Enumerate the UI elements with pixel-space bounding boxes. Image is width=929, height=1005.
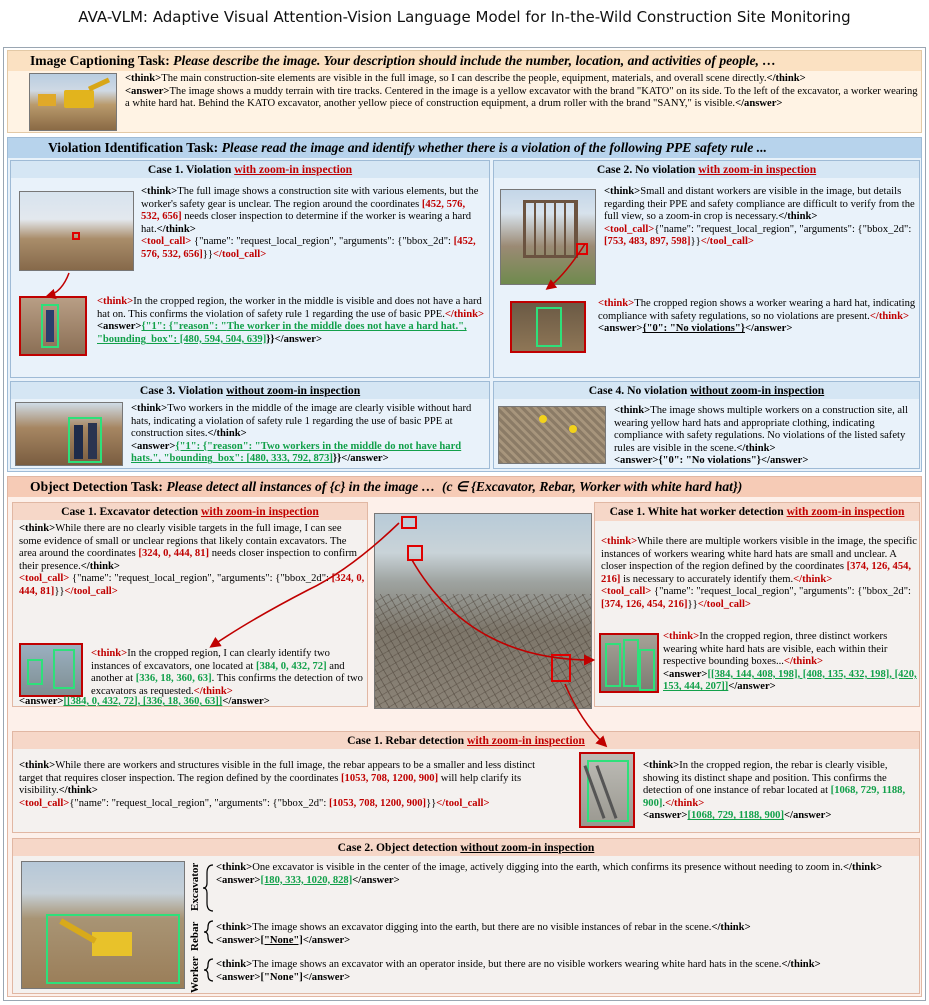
hat-region-box [407,545,423,561]
violation-prompt: Please read the image and identify whether there is a violation of the following PPE safety rule ... [221,140,767,155]
think-text: While there are multiple workers visible in the image, the specific instances of workers wearing white hard hats are small and unclear. A closer inspection of the region defined by the coordinates [601,536,917,573]
tool-call-text: }} [54,585,65,597]
worker-shape [74,425,83,459]
answer-tag: <answer> [216,934,261,946]
tool-call-tag: <tool_call> [19,797,70,809]
tool-call-text: }} [687,598,698,610]
rebar-region-box [551,654,571,682]
rebar-case-title [13,732,919,749]
violation-case2-think1 [604,186,916,249]
answer-tag: <answer> [216,971,261,983]
hat-think1 [601,536,917,612]
think-text: One excavator is visible in the center of the image, actively digging into the earth, which confirms its presence without needing to zoom in. [252,862,843,873]
nozoom-case-title [13,839,919,856]
coord-text: [324, 0, 444, 81] [138,548,210,560]
captioning-section [7,50,922,133]
excavator-think2 [91,648,365,698]
violation-case1-title [11,161,489,178]
think-tag: <think> [598,298,635,309]
violation-label: Violation Identification Task: [48,140,219,155]
think-tag: <think> [97,296,134,307]
coord-text: [1053, 708, 1200, 900] [328,797,427,809]
think-close-tag: </think> [58,785,98,797]
think-tag: <think> [216,959,253,970]
tool-call-text: }} [202,248,213,260]
think-tag: <think> [125,73,162,84]
tool-call-close-tag: </tool_call> [212,248,267,260]
captioning-prompt: Please describe the image. Your description should include the number, location, and activities of people, … [173,53,776,68]
answer-tag: <answer> [125,85,170,97]
think-tag: <think> [216,862,253,873]
think-tag: <think> [614,405,651,416]
answer-text: {"0": "No violations"} [642,323,745,335]
excavator-crop [19,643,83,697]
excavator-case [12,502,368,707]
think-close-tag: </think> [783,656,824,668]
violation-case2-crop [510,301,586,353]
violation-section [7,137,922,472]
coord-text: [336, 18, 360, 63] [135,673,212,685]
answer-tag: <answer> [131,440,176,452]
case-title-text: Case 4. No violation [588,384,691,397]
case-title-mode: without zoom-in inspection [226,384,361,397]
think-close-tag: </think> [736,442,776,454]
tool-call-text: {"name": "request_local_region", "arguments": {"bbox_2d": [69,797,329,809]
think-tag: <think> [141,186,178,197]
captioning-label: Image Captioning Task: [30,53,170,68]
think-text: In the cropped region, the rebar is clearly visible, showing its distinct shape and position. This confirms the detection of one instance of rebar located at [643,760,888,797]
case-title-text: Case 1. Violation [147,163,235,176]
violation-case2 [493,160,920,378]
excavator-answer [19,696,365,709]
tool-call-close-tag: </tool_call> [64,585,118,597]
case-title-text: Case 1. White hat worker detection [609,505,787,518]
excavator-case-title [13,503,367,520]
rebar-think2 [643,760,917,823]
tool-call-text: }} [426,797,437,809]
answer-text: [1068, 729, 1188, 900] [687,810,784,822]
case-title-mode: with zoom-in inspection [467,734,585,747]
answer-tag: <answer> [598,323,643,335]
coord-text: [1053, 708, 1200, 900] [341,772,439,784]
rebar-crop [579,752,635,828]
brace-icon [204,921,213,943]
worker-shape [88,423,97,459]
case-title-mode: without zoom-in inspection [690,384,825,397]
tool-call-tag: <tool_call> [141,236,192,248]
think-text: While there are no clearly visible targets in the full image, I can see some evidence of small or unclear regions that likely contain excavators. The area around the coordinates [19,523,347,560]
worker-shape [46,310,54,342]
violation-case1-think2 [97,296,487,346]
think-text: In the cropped region, three distinct workers wearing white hard hats are visible, each within their respective bounding boxes... [663,631,888,668]
excavator-arm [88,78,110,92]
coord-text: [1068, 729, 1188, 900] [643,785,906,809]
answer-close-tag: </answer> [222,696,270,707]
page-title: AVA-VLM: Adaptive Visual Attention-Vision Language Model for In-the-Wild Construction Site Monitoring [78,8,851,26]
tool-call-tag: <tool_call> [604,223,655,235]
answer-text: }} [332,453,342,465]
think-text: is necessary to accurately identify them. [620,573,794,585]
coord-text: [374, 126, 454, 216] [601,561,912,585]
think-close-tag: </think> [778,211,818,223]
hat-think2 [663,631,917,694]
answer-text: {"0": "No violations"} [658,455,761,467]
excavator-shape [92,932,132,956]
detection-box [536,307,562,347]
think-text: . [662,797,666,809]
think-tag: <think> [19,523,56,534]
coord-text: [324, 0, 444, 81] [19,573,365,597]
detection-main-photo [374,513,592,709]
rebar-grid [375,594,592,709]
answer-text: {"1": {"reason": " [141,321,227,333]
violation-case2-think2 [598,298,916,336]
violation-case1-think1 [141,186,484,262]
excavator-shape [64,90,94,108]
detection-box [27,659,43,685]
answer-tag: <answer> [216,874,261,886]
violation-case4 [493,381,920,469]
nozoom-case [12,838,920,994]
answer-close-tag: </answer> [783,810,832,822]
tool-call-text: {"name": "request_local_region", "arguments": {"bbox_2d": [71,573,332,585]
answer-text: [[384, 0, 432, 72], [336, 18, 360, 63]] [63,696,223,707]
roller-shape [38,94,56,106]
coord-text: [384, 0, 432, 72] [256,660,327,672]
answer-text: [180, 333, 1020, 828] [260,874,353,886]
coord-text: [452, 576, 532, 656] [141,198,466,223]
answer-reason: The worker in the middle does not have a hard hat. [226,321,459,333]
think-tag: <think> [663,631,700,642]
detection-box [639,649,655,691]
think-tag: <think> [19,760,56,771]
violation-case4-photo [498,406,606,464]
answer-text: ", "bounding_box": [152,453,247,465]
case-title-mode: without zoom-in inspection [460,841,595,854]
answer-tag: <answer> [19,696,64,707]
worker-shape [569,425,577,433]
think-close-tag: </think> [842,862,883,873]
answer-close-tag: </answer> [341,453,389,465]
tool-call-tag: <tool_call> [19,573,70,585]
label-worker: Worker [189,956,201,993]
violation-header [8,138,921,158]
answer-close-tag: </answer> [735,98,783,110]
captioning-header [8,51,921,71]
think-text: . This confirms the detection of two excavators as requested. [91,673,363,697]
nozoom-worker-text [216,959,916,984]
captioning-think: The main construction-site elements are visible in the full image, so I can describe the people, equipment, materials, and overall scene directly. [161,73,767,84]
think-tag: <think> [601,536,638,547]
violation-case1-crop [19,296,87,356]
think-close-tag: </think> [781,959,821,970]
answer-text: ["None"] [260,934,303,946]
think-close-tag: </think> [156,223,196,235]
violation-case3-title [11,382,489,399]
excavator-think1 [19,523,365,599]
brace-icons [201,861,215,993]
think-text: In the cropped region, I can clearly identify two instances of excavators, one located at [91,648,330,672]
rebar-think1 [19,760,559,810]
answer-close-tag: </answer> [352,874,400,886]
tool-call-text: }} [690,236,701,248]
case-title-text: Case 2. Object detection [337,841,461,854]
think-close-tag: </think> [665,797,705,809]
think-text: The image shows multiple workers on a construction site, all wearing yellow hard hats and appropriate clothing, indicating compliance with safety regulations. No violations of the listed safety rules are visible in the scene. [614,405,908,454]
answer-tag: <answer> [663,668,708,680]
coord-text: [452, 576, 532, 656] [141,236,476,260]
hat-case-title [595,503,919,521]
nozoom-excavator-text [216,862,916,887]
answer-close-tag: </answer> [760,455,809,467]
answer-text: ["None"] [260,971,303,983]
think-text: While there are workers and structures visible in the full image, the rebar appears to be a smaller and less distinct target that requires closer inspection. The region defined by the coordinates [19,760,536,784]
case-title-text: Case 3. Violation [139,384,227,397]
think-close-tag: </think> [766,73,806,84]
answer-text: }} [266,333,275,345]
answer-box: [480, 333, 792, 873] [246,453,333,465]
think-text: will help clarify its visibility. [19,772,522,797]
think-tag: <think> [131,403,168,414]
detection-box [53,649,75,689]
think-text: The cropped region shows a worker wearing a hard hat, indicating compliance with safety regulations, so no violations are present. [598,298,916,322]
think-tag: <think> [91,648,128,659]
zoom-region-box [576,243,588,255]
think-text: needs closer inspection to determine if the worker is wearing a hard hat. [141,211,472,235]
case-title-text: Case 1. Excavator detection [61,505,201,518]
think-tag: <think> [216,922,253,933]
case-title-text: Case 1. Rebar detection [347,734,467,747]
case-title-mode: with zoom-in inspection [234,163,353,176]
detection-box [623,639,639,687]
violation-case3-photo [15,402,123,466]
worker-shape [539,415,547,423]
label-rebar: Rebar [189,921,201,951]
excavator-region-box [401,516,417,529]
tool-call-close-tag: </tool_call> [436,797,490,809]
think-text: The image shows an excavator digging into the earth, but there are no visible instances of rebar in the scene. [252,922,712,933]
tool-call-close-tag: </tool_call> [700,236,754,248]
label-excavator: Excavator [189,862,201,912]
think-text: The image shows an excavator with an operator inside, but there are no visible workers wearing white hard hats in the scene. [252,959,782,970]
think-close-tag: </think> [207,428,247,440]
think-text: In the cropped region, the worker in the middle is visible and does not have a hard hat on. This confirms the violation of safety rule 1 regarding the use of basic PPE. [97,296,482,320]
detection-section [7,476,922,997]
think-close-tag: </think> [80,560,120,572]
answer-close-tag: </answer> [728,681,776,693]
violation-case3-text [131,403,486,466]
violation-case4-text [614,405,916,468]
answer-text: ", "bounding_box": [97,321,467,345]
think-tag: <think> [604,186,641,197]
captioning-photo [29,73,117,131]
think-text: and another at [91,660,345,685]
think-text: Two workers in the middle of the image are clearly visible without hard hats, indicating a violation of safety rule 1 regarding the use of basic PPE at construction sites. [131,403,472,440]
brace-icon [204,959,213,981]
zoom-region-box [72,232,80,240]
violation-case1 [10,160,490,378]
nozoom-rebar-text [216,922,916,947]
violation-case1-photo [19,191,134,271]
violation-case4-title [494,382,919,399]
answer-close-tag: </answer> [274,333,322,345]
answer-close-tag: </answer> [302,971,351,983]
detection-condition: (c ∈ {Excavator, Rebar, Worker with white hard hat}) [441,479,743,494]
tool-call-text: {"name": "request_local_region", "arguments": {"bbox_2d": [653,586,911,598]
scaffold-shape [523,200,578,258]
detection-prompt: Please detect all instances of {c} in the image … [166,479,436,494]
hat-crop [599,633,659,693]
case-title-text: Case 2. No violation [596,163,699,176]
tool-call-text: {"name": "request_local_region", "arguments": {"bbox_2d": [193,236,454,248]
answer-text: {"1": {"reason": " [175,440,261,452]
captioning-text [125,73,919,111]
think-text: needs closer inspection to confirm their presence. [19,548,358,572]
answer-close-tag: </answer> [744,323,793,335]
detection-header [8,477,921,497]
think-close-tag: </think> [444,308,485,320]
think-close-tag: </think> [193,685,233,697]
tool-call-close-tag: </tool_call> [697,598,751,610]
answer-tag: <answer> [97,321,142,333]
think-text: Small and distant workers are visible in the image, but details regarding their PPE and safety compliance are difficult to verify from the full view, so a zoom-in crop is necessary. [604,186,915,223]
think-text: The full image shows a construction site with various elements, but the worker's safety gear is unclear. The region around the coordinates [141,186,479,210]
answer-text: [[384, 144, 408, 198], [408, 135, 432, 198], [420, 153, 444, 207]] [663,668,917,693]
think-close-tag: </think> [869,310,910,322]
answer-tag: <answer> [643,810,688,822]
answer-box: [480, 594, 504, 639] [179,333,267,345]
hat-case [594,502,920,707]
coord-text: [374, 126, 454, 216] [601,598,688,610]
violation-case2-title [494,161,919,178]
captioning-answer: The image shows a muddy terrain with tire tracks. Centered in the image is a yellow excavator with the brand "KATO" on its side. To the left of the excavator, a worker wearing a white hard hat. Behind the KATO excavator, another yellow piece of construction equipment, a drum roller with the brand "SANY," is visible. [125,85,918,110]
think-tag: <think> [643,760,680,771]
answer-tag: <answer> [614,455,659,467]
case-title-mode: with zoom-in inspection [698,163,817,176]
nozoom-photo [21,861,185,989]
think-close-tag: </think> [793,573,833,585]
answer-close-tag: </answer> [302,934,351,946]
detection-box [605,643,621,687]
violation-case3 [10,381,490,469]
tool-call-tag: <tool_call> [601,586,652,598]
think-close-tag: </think> [711,922,751,933]
coord-text: [753, 483, 897, 598] [604,236,691,248]
brace-icon [203,865,213,911]
tool-call-text: {"name": "request_local_region", "arguments": {"bbox_2d": [654,223,912,235]
rebar-case [12,731,920,833]
case-title-mode: with zoom-in inspection [786,505,905,518]
violation-case2-photo [500,189,596,285]
answer-reason: Two workers in the middle do not have hard hats. [131,440,462,465]
detection-label: Object Detection Task: [30,479,163,494]
case-title-mode: with zoom-in inspection [200,505,319,518]
